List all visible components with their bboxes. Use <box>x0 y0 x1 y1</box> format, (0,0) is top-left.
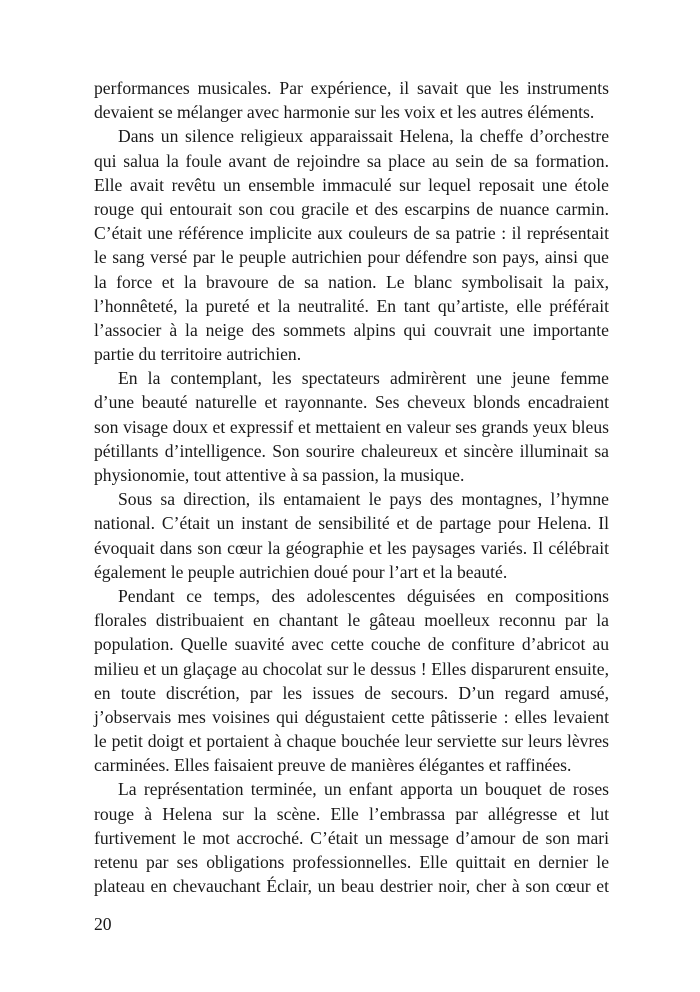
text-line: son visage doux et expressif et mettaient en valeur ses grands yeux bleus <box>94 416 609 437</box>
text-line: population. Quelle suavité avec cette couche de confiture d’abricot au <box>94 634 609 655</box>
text-line: également le peuple autrichien doué pour l’art et la beauté. <box>94 561 508 582</box>
text-line: carminées. Elles faisaient preuve de manières élégantes et raffinées. <box>94 755 572 776</box>
text-line: devaient se mélanger avec harmonie sur les voix et les autres éléments. <box>94 102 595 123</box>
paragraph <box>94 584 609 778</box>
text-line: Sous sa direction, ils entamaient le pays des montagnes, l’hymne <box>118 489 609 510</box>
text-line: Dans un silence religieux apparaissait Helena, la cheffe d’orchestre <box>118 126 609 147</box>
page-body-text <box>94 76 609 898</box>
text-line: retenu par ses obligations professionnelles. Elle quittait en dernier le <box>94 852 609 872</box>
text-line: milieu et un glaçage au chocolat sur le dessus ! Elles disparurent ensuite, <box>94 658 609 679</box>
paragraph <box>94 487 609 584</box>
text-line: C’était une référence implicite aux couleurs de sa patrie : il représentait <box>94 223 609 244</box>
paragraph <box>94 76 609 124</box>
text-line: physionomie, tout attentive à sa passion, la musique. <box>94 465 465 485</box>
text-line: pétillants d’intelligence. Son sourire chaleureux et sincère illuminait sa <box>94 440 609 461</box>
text-line: performances musicales. Par expérience, il savait que les instruments <box>94 78 609 98</box>
text-line: la force et la bravoure de sa nation. Le blanc symbolisait la paix, <box>94 271 609 292</box>
text-line: d’une beauté naturelle et rayonnante. Ses cheveux blonds encadraient <box>94 392 609 413</box>
text-line: plateau en chevauchant Éclair, un beau destrier noir, cher à son cœur et <box>94 876 609 897</box>
text-line: furtivement le mot accroché. C’était un message d’amour de son mari <box>94 827 609 848</box>
text-line: rouge qui entourait son cou gracile et des escarpins de nuance carmin. <box>94 198 609 219</box>
text-line: partie du territoire autrichien. <box>94 344 302 365</box>
page-number: 20 <box>94 914 112 934</box>
text-line: rouge à Helena sur la scène. Elle l’embrassa par allégresse et lut <box>94 803 609 824</box>
text-line: l’associer à la neige des sommets alpins qui couvrait une importante <box>94 319 609 340</box>
text-line: national. C’était un instant de sensibilité et de partage pour Helena. Il <box>94 513 609 534</box>
text-line: j’observais mes voisines qui dégustaient cette pâtisserie : elles levaient <box>94 706 609 727</box>
text-line: qui salua la foule avant de rejoindre sa place au sein de sa formation. <box>94 150 609 171</box>
text-line: florales distribuaient en chantant le gâteau moelleux reconnu par la <box>94 610 609 631</box>
text-line: Pendant ce temps, des adolescentes déguisées en compositions <box>118 585 609 606</box>
text-line: le sang versé par le peuple autrichien pour défendre son pays, ainsi que <box>94 247 609 268</box>
paragraph <box>94 777 609 898</box>
text-line: évoquait dans son cœur la géographie et les paysages variés. Il célébrait <box>94 537 609 558</box>
text-line: le petit doigt et portaient à chaque bouchée leur serviette sur leurs lèvres <box>94 731 609 752</box>
text-line: En la contemplant, les spectateurs admirèrent une jeune femme <box>118 368 609 389</box>
text-line: La représentation terminée, un enfant apporta un bouquet de roses <box>118 779 609 800</box>
paragraph <box>94 366 609 487</box>
text-line: en toute discrétion, par les issues de secours. D’un regard amusé, <box>94 682 609 703</box>
paragraph <box>94 124 609 366</box>
text-line: Elle avait revêtu un ensemble immaculé sur lequel reposait une étole <box>94 174 609 195</box>
text-line: l’honnêteté, la pureté et la neutralité. En tant qu’artiste, elle préférait <box>94 295 609 316</box>
